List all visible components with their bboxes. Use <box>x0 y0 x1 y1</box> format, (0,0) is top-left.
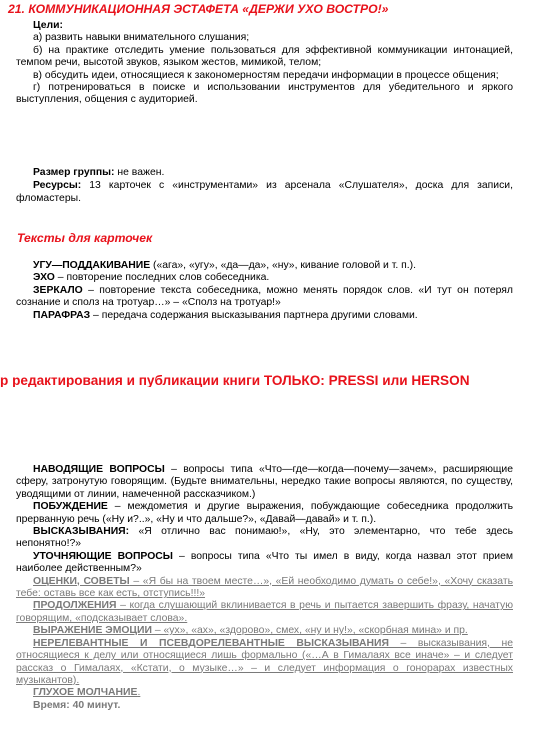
time-value: 40 минут. <box>69 699 121 711</box>
gray-item <box>0 576 541 601</box>
card-term: ЭХО <box>33 272 55 284</box>
question-term: ПОБУЖДЕНИЕ <box>33 501 108 513</box>
question-item <box>0 526 541 551</box>
question-term: УТОЧНЯЮЩИЕ ВОПРОСЫ <box>33 550 173 562</box>
goals-label: Цели: <box>33 20 63 31</box>
question-text: – междометия и другие выражения, побуждающие собеседника продолжить прерванную речь («Ну и?..», «Ну и что дальше?», «Давай—давай» и т. п.). <box>16 501 513 525</box>
gray-text: – «ух», «ах», «здорово», смех, «ну и ну!», «скорбная мина» и пр. <box>151 625 468 637</box>
card-text: – передача содержания высказывания партнера другими словами. <box>90 309 418 321</box>
card-item <box>0 260 541 272</box>
card-text: – повторение последних слов собеседника. <box>54 272 270 284</box>
gray-text: – высказывания, не относящиеся к делу или относящиеся лишь формально («…А в Гималаях все иначе» – и следует рассказ о Гималаях, «Кстати, о музыке…» – и следует информация о гонорарах известных музыкантов). <box>16 637 513 686</box>
gray-term: ВЫРАЖЕНИЕ ЭМОЦИИ <box>33 625 152 637</box>
card-item <box>0 310 541 322</box>
question-item <box>0 551 541 576</box>
goal-item: г) потренироваться в поиске и использовании инструментов для убедительного и яркого выступления, общения с аудиторией. <box>16 82 513 106</box>
question-text: – вопросы типа «Что ты имел в виду, когда назвал этот прием наиболее действенным?» <box>16 550 513 575</box>
card-text: – повторение текста собеседника, можно менять порядок слов. «И тут он потерял сознание и сполз на тротуар…» – «Сполз на тротуар!» <box>16 284 513 309</box>
goal-item: б) на практике отследить умение пользоваться для эффективной коммуникации интонацией, темпом речи, высотой звуков, языком жестов, мимикой, телом; <box>16 44 513 69</box>
card-term: ПАРАФРАЗ <box>33 309 91 321</box>
group-size-label: Размер группы: <box>33 167 115 178</box>
card-text: («ага», «угу», «да—да», «ну», кивание головой и т. п.). <box>150 260 416 271</box>
gray-item <box>0 600 541 625</box>
group-size-value: не важен. <box>114 167 165 178</box>
section-title: 21. КОММУНИКАЦИОННАЯ ЭСТАФЕТА «ДЕРЖИ УХО ВОСТРО!» <box>8 2 389 16</box>
gray-text: . <box>137 687 141 699</box>
cards-list <box>0 260 541 322</box>
gray-term: ГЛУХОЕ МОЛЧАНИЕ <box>33 687 138 699</box>
resources-value: 13 карточек с «инструментами» из арсенала «Слушателя», доска для записи, фломастеры. <box>16 180 513 204</box>
gray-text: – «Я бы на твоем месте…», «Ей необходимо думать о себе!», «Хочу сказать тебе: оставь все как есть, отступись!!!» <box>16 575 513 600</box>
gray-text: – когда слушающий вклинивается в речь и пытается завершить фразу, начатую говорящим, «подсказывает слова». <box>16 600 513 624</box>
goals-block <box>0 20 541 107</box>
time <box>0 700 541 712</box>
question-term: ВЫСКАЗЫВАНИЯ: <box>33 526 130 538</box>
gray-term: НЕРЕЛЕВАНТНЫЕ И ПСЕВДОРЕЛЕВАНТНЫЕ ВЫСКАЗЫВАНИЯ <box>33 637 389 649</box>
goal-item: а) развить навыки внимательного слушания; <box>33 32 250 44</box>
group-size <box>0 167 541 179</box>
question-item <box>0 501 541 526</box>
resources <box>0 180 541 205</box>
question-text: «Я отлично вас понимаю!», «Ну, это элементарно, что тебе здесь непонятно!?» <box>16 526 513 550</box>
goal-item: в) обсудить идеи, относящиеся к закономерностям передачи информации в процессе общения; <box>33 69 499 81</box>
watermark-banner: р редактирования и публикации книги ТОЛЬКО: PRESSI или HERSON <box>0 375 470 388</box>
card-item <box>0 285 541 310</box>
card-term: УГУ—ПОДДАКИВАНИЕ <box>33 260 151 271</box>
question-text: – вопросы типа «Что—где—когда—почему—зачем», расширяющие сферу, затронутую говорящим. (Будьте внимательны, нередко такие вопросы являются, по существу, уводящими от линии, намеченной рассказчиком.) <box>16 464 513 500</box>
card-item <box>0 272 541 284</box>
question-term: НАВОДЯЩИЕ ВОПРОСЫ <box>33 464 165 475</box>
gray-term: ПРОДОЛЖЕНИЯ <box>33 600 117 612</box>
questions-list <box>0 464 541 712</box>
time-label: Время: <box>33 699 70 711</box>
gray-term: ОЦЕНКИ, СОВЕТЫ <box>33 575 130 587</box>
gray-item <box>0 625 541 637</box>
cards-heading: Тексты для карточек <box>17 231 153 245</box>
resources-label: Ресурсы: <box>33 180 82 192</box>
question-item <box>0 464 541 501</box>
gray-item <box>0 687 541 699</box>
card-term: ЗЕРКАЛО <box>33 284 83 296</box>
gray-item <box>0 638 541 688</box>
group-size-block <box>0 167 541 205</box>
